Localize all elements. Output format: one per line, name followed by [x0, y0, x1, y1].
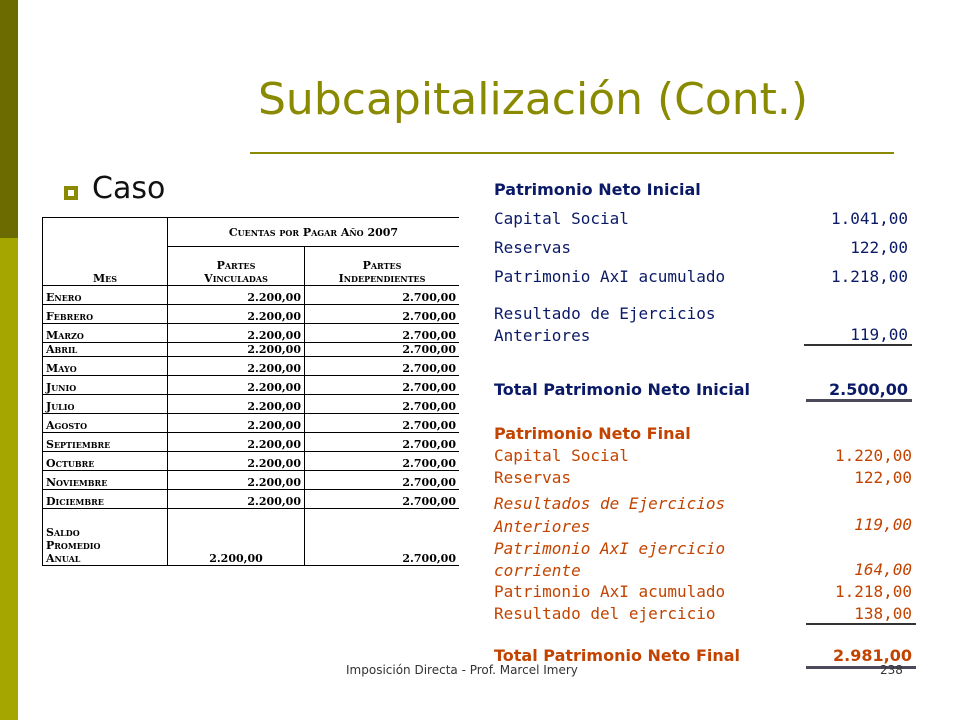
final-label-1: Reservas	[494, 468, 572, 487]
amount-cell: 2.700,00	[305, 490, 460, 509]
table-row	[43, 490, 460, 509]
month-cell: Diciembre	[43, 490, 168, 509]
amount-cell: 2.200,00	[168, 343, 305, 357]
final-subtotal-underline	[806, 623, 916, 625]
total-double-underline	[806, 399, 912, 402]
final-value-4: 1.218,00	[834, 582, 912, 601]
inicial-value-0: 1.041,00	[830, 209, 908, 228]
amount-cell: 2.700,00	[305, 305, 460, 324]
inicial-label-0: Capital Social	[494, 209, 629, 228]
month-cell: Mayo	[43, 357, 168, 376]
table-caption-row	[43, 218, 460, 247]
bullet-text: Caso	[92, 171, 166, 206]
amount-cell: 2.700,00	[305, 471, 460, 490]
final-label-3: Patrimonio AxI ejercicio corriente	[494, 539, 726, 580]
amount-cell: 2.200,00	[168, 414, 305, 433]
table-row	[43, 471, 460, 490]
table-caption: Cuentas por Pagar Año 2007	[168, 218, 460, 247]
final-value-3: 164,00	[854, 560, 912, 579]
square-bullet-icon	[64, 186, 78, 200]
table-row	[43, 376, 460, 395]
final-value-2: 119,00	[854, 515, 912, 534]
table-total-row	[43, 509, 460, 566]
table-row	[43, 324, 460, 343]
month-cell: Agosto	[43, 414, 168, 433]
column-header: Partes Vinculadas	[168, 247, 305, 286]
inicial-value-2: 1.218,00	[830, 267, 908, 286]
inicial-label-1: Reservas	[494, 238, 572, 257]
accounts-payable-table	[42, 217, 459, 566]
amount-cell: 2.200,00	[168, 324, 305, 343]
table-header-row	[43, 247, 460, 286]
table-row	[43, 286, 460, 305]
inicial-total-label: Total Patrimonio Neto Inicial	[494, 380, 751, 399]
month-cell: Junio	[43, 376, 168, 395]
accent-bar-top	[0, 0, 18, 238]
inicial-label-3: Resultado de Ejercicios Anteriores	[494, 304, 716, 345]
page-number: 238	[880, 663, 903, 677]
final-value-5: 138,00	[854, 604, 912, 623]
amount-cell: 2.200,00	[168, 376, 305, 395]
inicial-label-2: Patrimonio AxI acumulado	[494, 267, 726, 286]
final-label-4: Patrimonio AxI acumulado	[494, 582, 726, 601]
final-total-label: Total Patrimonio Neto Final	[494, 646, 741, 665]
table-row	[43, 343, 460, 357]
footer-text: Imposición Directa - Prof. Marcel Imery	[346, 663, 578, 677]
final-total-value: 2.981,00	[833, 646, 912, 665]
table-row	[43, 414, 460, 433]
month-cell: Noviembre	[43, 471, 168, 490]
inicial-heading: Patrimonio Neto Inicial	[494, 180, 701, 199]
amount-cell: 2.700,00	[305, 286, 460, 305]
amount-cell: 2.200,00	[168, 357, 305, 376]
table-row	[43, 357, 460, 376]
final-heading: Patrimonio Neto Final	[494, 424, 691, 443]
table-corner-cell	[43, 218, 168, 247]
month-cell: Julio	[43, 395, 168, 414]
month-cell: Abril	[43, 343, 168, 357]
amount-cell: 2.700,00	[305, 376, 460, 395]
amount-cell: 2.200,00	[168, 395, 305, 414]
final-label-5: Resultado del ejercicio	[494, 604, 716, 623]
inicial-total-value: 2.500,00	[829, 380, 908, 399]
month-cell: Febrero	[43, 305, 168, 324]
amount-cell: 2.700,00	[305, 343, 460, 357]
slide-title: Subcapitalización (Cont.)	[258, 74, 809, 125]
total-amount-cell: 2.700,00	[305, 509, 460, 566]
amount-cell: 2.200,00	[168, 490, 305, 509]
final-label-0: Capital Social	[494, 446, 629, 465]
final-label-2: Resultados de Ejercicios Anteriores	[494, 494, 726, 536]
amount-cell: 2.700,00	[305, 452, 460, 471]
amount-cell: 2.700,00	[305, 414, 460, 433]
month-cell: Octubre	[43, 452, 168, 471]
final-value-1: 122,00	[854, 468, 912, 487]
accent-bar-bottom	[0, 238, 18, 720]
month-cell: Enero	[43, 286, 168, 305]
table-row	[43, 452, 460, 471]
total-amount-cell: 2.200,00	[168, 509, 305, 566]
inicial-value-3: 119,00	[850, 325, 908, 344]
month-cell: Marzo	[43, 324, 168, 343]
table-row	[43, 395, 460, 414]
amount-cell: 2.700,00	[305, 433, 460, 452]
amount-cell: 2.200,00	[168, 433, 305, 452]
column-header: Mes	[43, 247, 168, 286]
final-value-0: 1.220,00	[834, 446, 912, 465]
title-divider	[250, 152, 894, 154]
amount-cell: 2.200,00	[168, 471, 305, 490]
amount-cell: 2.200,00	[168, 286, 305, 305]
subtotal-underline	[804, 344, 912, 346]
amount-cell: 2.700,00	[305, 324, 460, 343]
table-row	[43, 433, 460, 452]
inicial-value-1: 122,00	[850, 238, 908, 257]
table-row	[43, 305, 460, 324]
amount-cell: 2.700,00	[305, 357, 460, 376]
total-label-cell: Saldo Promedio Anual	[43, 509, 168, 566]
amount-cell: 2.200,00	[168, 452, 305, 471]
month-cell: Septiembre	[43, 433, 168, 452]
amount-cell: 2.700,00	[305, 395, 460, 414]
amount-cell: 2.200,00	[168, 305, 305, 324]
column-header: Partes Independientes	[305, 247, 460, 286]
